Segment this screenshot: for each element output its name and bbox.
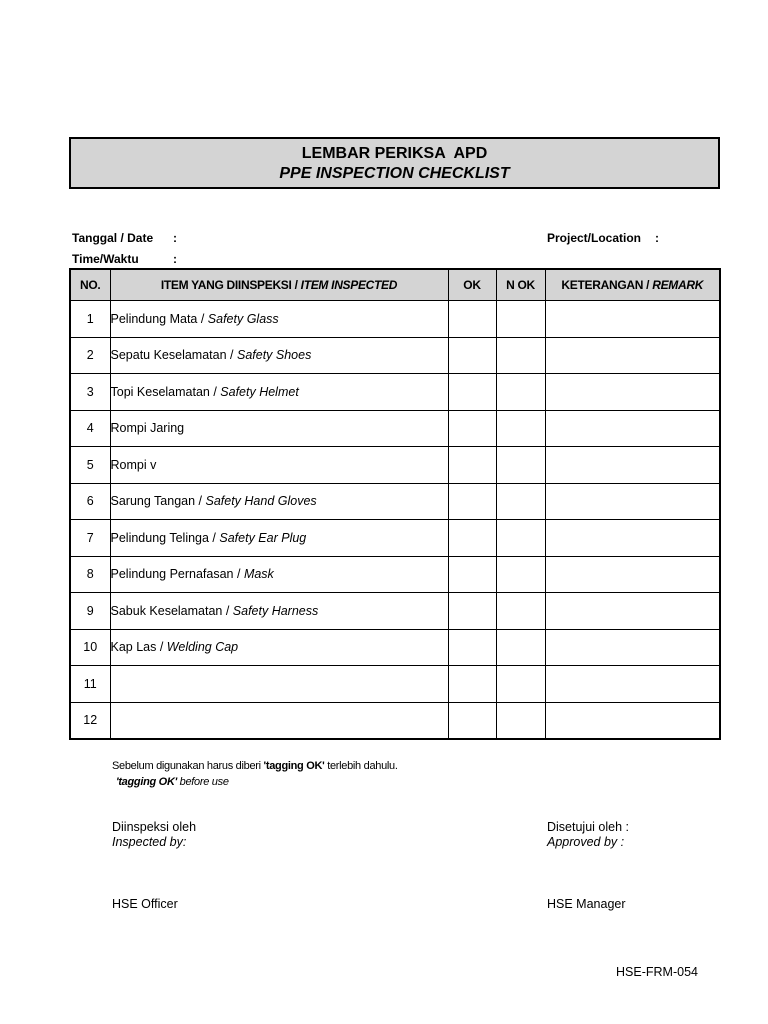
header-item-id: ITEM YANG DIINSPEKSI / — [160, 278, 301, 292]
row-item — [110, 410, 448, 447]
row-item-en: Safety Hand Gloves — [205, 494, 317, 509]
project-colon: : — [655, 231, 659, 245]
table-row — [70, 447, 720, 484]
table-row — [70, 410, 720, 447]
row-item-id: Sarung Tangan / — [110, 494, 206, 509]
remark-cell[interactable] — [545, 337, 720, 374]
nok-cell[interactable] — [496, 629, 545, 666]
row-number: 2 — [70, 337, 110, 374]
ok-cell[interactable] — [448, 556, 496, 593]
row-number: 4 — [70, 410, 110, 447]
row-item-id: Rompi v — [110, 457, 157, 472]
inspection-table — [69, 268, 721, 740]
header-remark — [545, 269, 720, 301]
row-item-id: Pelindung Pernafasan / — [110, 567, 244, 582]
row-item — [110, 666, 448, 703]
table-header-row — [70, 269, 720, 301]
ok-cell[interactable] — [448, 410, 496, 447]
table-row — [70, 337, 720, 374]
table-row — [70, 556, 720, 593]
remark-cell[interactable] — [545, 593, 720, 630]
nok-cell[interactable] — [496, 666, 545, 703]
row-number: 5 — [70, 447, 110, 484]
row-item-id: Sepatu Keselamatan / — [110, 348, 237, 363]
header-ok: OK — [448, 269, 496, 301]
inspected-by-id: Diinspeksi oleh — [112, 820, 197, 834]
table-row — [70, 483, 720, 520]
title-indonesian: LEMBAR PERIKSA APD — [301, 145, 488, 162]
row-number: 3 — [70, 374, 110, 411]
nok-cell[interactable] — [496, 301, 545, 338]
remark-cell[interactable] — [545, 301, 720, 338]
row-item-en: Safety Shoes — [236, 348, 312, 363]
form-code: HSE-FRM-054 — [616, 965, 698, 979]
row-number: 8 — [70, 556, 110, 593]
remark-cell[interactable] — [545, 556, 720, 593]
header-item-en: ITEM INSPECTED — [300, 278, 398, 292]
row-item-en: Mask — [243, 567, 274, 582]
row-item — [110, 556, 448, 593]
row-item-en: Safety Glass — [207, 311, 279, 326]
row-item-id: Sabuk Keselamatan / — [110, 603, 233, 618]
remark-cell[interactable] — [545, 447, 720, 484]
header-remark-en: REMARK — [652, 278, 704, 292]
nok-cell[interactable] — [496, 447, 545, 484]
row-item — [110, 520, 448, 557]
row-number: 1 — [70, 301, 110, 338]
row-number: 7 — [70, 520, 110, 557]
row-number: 10 — [70, 629, 110, 666]
ok-cell[interactable] — [448, 483, 496, 520]
row-item-en: Welding Cap — [166, 640, 239, 655]
project-label: Project/Location — [547, 231, 642, 245]
note-tag: 'tagging OK' — [263, 760, 325, 772]
time-colon: : — [173, 252, 177, 266]
row-item — [110, 593, 448, 630]
remark-cell[interactable] — [545, 702, 720, 739]
header-no: NO. — [70, 269, 110, 301]
row-item-en: Safety Ear Plug — [219, 530, 307, 545]
remark-cell[interactable] — [545, 629, 720, 666]
row-number: 6 — [70, 483, 110, 520]
row-item-id: Rompi Jaring — [110, 421, 185, 436]
approved-by-block — [547, 820, 629, 850]
nok-cell[interactable] — [496, 556, 545, 593]
row-item — [110, 337, 448, 374]
table-row — [70, 593, 720, 630]
row-item — [110, 301, 448, 338]
note-text: Sebelum digunakan harus diberi — [112, 760, 264, 772]
nok-cell[interactable] — [496, 520, 545, 557]
ok-cell[interactable] — [448, 702, 496, 739]
inspected-by-block — [112, 820, 196, 850]
table-row — [70, 629, 720, 666]
title-english: PPE INSPECTION CHECKLIST — [279, 165, 510, 182]
row-item-id: Topi Keselamatan / — [110, 384, 221, 399]
approver-role: HSE Manager — [547, 897, 626, 911]
row-item — [110, 629, 448, 666]
header-nok: N OK — [496, 269, 545, 301]
ok-cell[interactable] — [448, 337, 496, 374]
time-label: Time/Waktu — [72, 252, 139, 266]
row-item-id: Pelindung Mata / — [110, 311, 208, 326]
note-text: before use — [176, 776, 229, 788]
ok-cell[interactable] — [448, 447, 496, 484]
table-row — [70, 666, 720, 703]
date-label: Tanggal / Date — [72, 231, 154, 245]
row-number: 9 — [70, 593, 110, 630]
table-row — [70, 520, 720, 557]
row-item — [110, 702, 448, 739]
table-row — [70, 301, 720, 338]
remark-cell[interactable] — [545, 520, 720, 557]
nok-cell[interactable] — [496, 374, 545, 411]
approved-by-en: Approved by : — [547, 835, 625, 849]
ok-cell[interactable] — [448, 374, 496, 411]
note-text: terlebih dahulu. — [324, 760, 398, 772]
row-item — [110, 483, 448, 520]
row-item-en: Safety Helmet — [220, 384, 299, 399]
inspected-by-en: Inspected by: — [112, 835, 187, 849]
ok-cell[interactable] — [448, 666, 496, 703]
nok-cell[interactable] — [496, 337, 545, 374]
table-row — [70, 702, 720, 739]
inspector-role: HSE Officer — [112, 897, 178, 911]
title-box — [69, 137, 720, 189]
row-item-id: Kap Las / — [110, 640, 167, 655]
nok-cell[interactable] — [496, 410, 545, 447]
remark-cell[interactable] — [545, 483, 720, 520]
row-number: 11 — [70, 666, 110, 703]
tagging-note-id — [112, 760, 398, 772]
ok-cell[interactable] — [448, 593, 496, 630]
remark-cell[interactable] — [545, 374, 720, 411]
remark-cell[interactable] — [545, 410, 720, 447]
nok-cell[interactable] — [496, 702, 545, 739]
table-row — [70, 374, 720, 411]
row-item — [110, 374, 448, 411]
row-item-en: Safety Harness — [232, 603, 319, 618]
row-number: 12 — [70, 702, 110, 739]
nok-cell[interactable] — [496, 483, 545, 520]
date-colon: : — [173, 231, 177, 245]
note-tag: 'tagging OK' — [116, 776, 177, 788]
ok-cell[interactable] — [448, 520, 496, 557]
ok-cell[interactable] — [448, 301, 496, 338]
row-item-id: Pelindung Telinga / — [110, 530, 220, 545]
row-item — [110, 447, 448, 484]
header-item — [110, 269, 448, 301]
header-remark-id: KETERANGAN / — [561, 278, 653, 292]
tagging-note-en — [116, 776, 229, 788]
approved-by-id: Disetujui oleh : — [547, 820, 629, 834]
ok-cell[interactable] — [448, 629, 496, 666]
remark-cell[interactable] — [545, 666, 720, 703]
nok-cell[interactable] — [496, 593, 545, 630]
